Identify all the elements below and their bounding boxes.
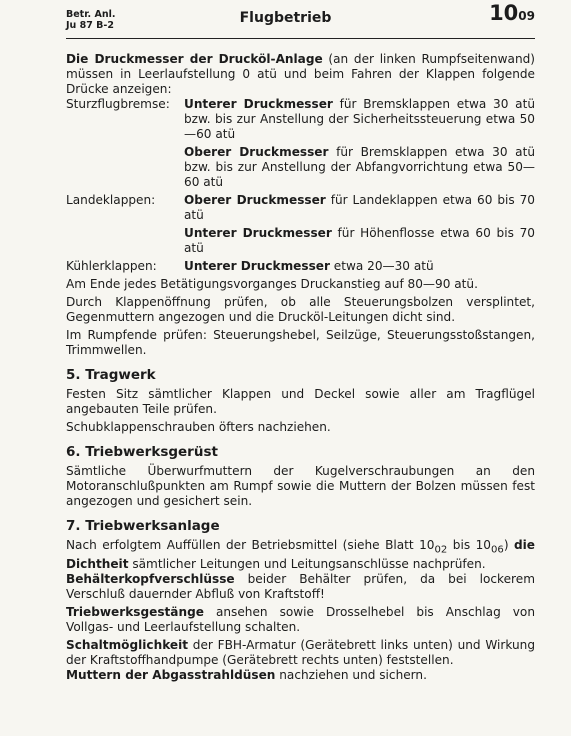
- sheet-subscript: 06: [490, 544, 504, 556]
- paragraph: Durch Klappenöffnung prüfen, ob alle Steuerungsbolzen versplintet, Gegenmuttern angezogen und die Drucköl-Leitungen dicht sind.: [66, 295, 535, 324]
- pressure-item-bold: Unterer Druckmesser: [184, 97, 333, 111]
- pressure-item-bold: Oberer Druckmesser: [184, 193, 326, 207]
- pressure-item-text: für Bremsklappen etwa 30 atü bzw. bis zur Anstellung der Abfangvorrichtung etwa 50—60 atü: [184, 145, 535, 189]
- section-heading: 7. Triebwerksanlage: [66, 518, 220, 534]
- paragraph-text: bis 10: [447, 538, 491, 552]
- emphasis: Muttern der Abgasstrahldüsen: [66, 668, 276, 683]
- pressure-item-bold: Unterer Druckmesser: [184, 259, 330, 273]
- emphasis: Triebwerksgestänge: [66, 605, 204, 620]
- pressure-entry: [66, 97, 535, 142]
- paragraph: Im Rumpfende prüfen: Steuerungshebel, Seilzüge, Steuerungsstoßstangen, Trimmwellen.: [66, 328, 535, 357]
- paragraph-text: sämtlicher Leitungen und Leitungsanschlüsse nachprüfen.: [128, 557, 486, 572]
- page-number-sub: 09: [518, 9, 535, 23]
- paragraph: [66, 572, 535, 602]
- pressure-label: Kühlerklappen:: [66, 259, 157, 273]
- section-heading: 5. Tragwerk: [66, 367, 156, 383]
- pressure-item-text: für Höhenflosse etwa 60 bis 70 atü: [184, 226, 535, 255]
- sheet-subscript: 02: [434, 544, 448, 556]
- pressure-item: [184, 145, 535, 190]
- intro-text: (an der linken Rumpfseitenwand) müssen in Leerlaufstellung 0 atü und beim Fahren der Klappen folgende Drücke anzeigen:: [66, 52, 536, 96]
- reference-line-1: Betr. Anl.: [66, 9, 116, 20]
- paragraph-text: ansehen sowie Drosselhebel bis Anschlag von Vollgas- und Leerlaufstellung schalten.: [66, 605, 535, 635]
- pressure-label: Sturzflugbremse:: [66, 97, 170, 111]
- paragraph-text: Nach erfolgtem Auffüllen der Betriebsmittel (siehe Blatt 10: [66, 538, 435, 552]
- paragraph: Am Ende jedes Betätigungsvorganges Druckanstieg auf 80—90 atü.: [66, 277, 478, 291]
- pressure-entry: [66, 259, 535, 274]
- pressure-item-bold: Oberer Druckmesser: [184, 145, 329, 159]
- pressure-item: [184, 259, 535, 274]
- header-rule: [66, 38, 535, 39]
- pressure-item-text: etwa 20—30 atü: [329, 259, 434, 273]
- paragraph: Schubklappenschrauben öfters nachziehen.: [66, 420, 331, 434]
- paragraph: [66, 668, 535, 683]
- pressure-entry: [66, 193, 535, 223]
- intro-bold: Die Druckmesser der Drucköl-Anlage: [66, 52, 323, 66]
- pressure-item: [184, 226, 535, 256]
- pressure-item: [184, 193, 535, 223]
- emphasis: die Dichtheit: [66, 538, 536, 572]
- paragraph: Festen Sitz sämtlicher Klappen und Deckel sowie aller am Tragflügel angebauten Teile prüfen.: [66, 387, 535, 416]
- paragraph: Nach erfolgtem Auffüllen der Betriebsmittel (siehe Blatt $10_{02}$ bis $10_{06}$) die Dichtheit sämtlicher Leitungen und Leitungsanschlüsse nachprüfen.: [66, 538, 536, 572]
- pressure-item: [184, 97, 535, 142]
- page-title: Flugbetrieb: [239, 10, 332, 26]
- pressure-item-bold: Unterer Druckmesser: [184, 226, 332, 240]
- pressure-label: Landeklappen:: [66, 193, 156, 207]
- pressure-item-text: für Landeklappen etwa 60 bis 70 atü: [184, 193, 535, 222]
- paragraph-text: beider Behälter prüfen, da bei lockerem Verschluß dauernder Abfluß von Kraftstoff!: [66, 572, 535, 602]
- paragraph: Sämtliche Überwurfmuttern der Kugelverschraubungen an den Motoranschlußpunkten am Rumpf sowie die Muttern der Bolzen müssen fest angezogen und gesichert sein.: [66, 464, 535, 508]
- paragraph-text: der FBH-Armatur (Gerätebrett links unten) und Wirkung der Kraftstoffhandpumpe (Gerätebrett rechts unten) feststellen.: [66, 638, 535, 668]
- paragraph: [66, 605, 535, 635]
- paragraph-text: nachziehen und sichern.: [275, 668, 427, 683]
- emphasis: Behälterkopfverschlüsse: [66, 572, 235, 587]
- page-number: [489, 1, 535, 25]
- pressure-item-text: für Bremsklappen etwa 30 atü bzw. bis zur Anstellung der Sicherheitssteuerung etwa 50—60 atü: [184, 97, 535, 141]
- reference-line-2: Ju 87 B-2: [66, 20, 114, 31]
- emphasis: Schaltmöglichkeit: [66, 638, 189, 653]
- section-heading: 6. Triebwerksgerüst: [66, 444, 218, 460]
- page-number-main: 10: [489, 1, 519, 25]
- document-body: [66, 52, 535, 683]
- paragraph: [66, 638, 535, 668]
- intro-paragraph: [66, 52, 535, 97]
